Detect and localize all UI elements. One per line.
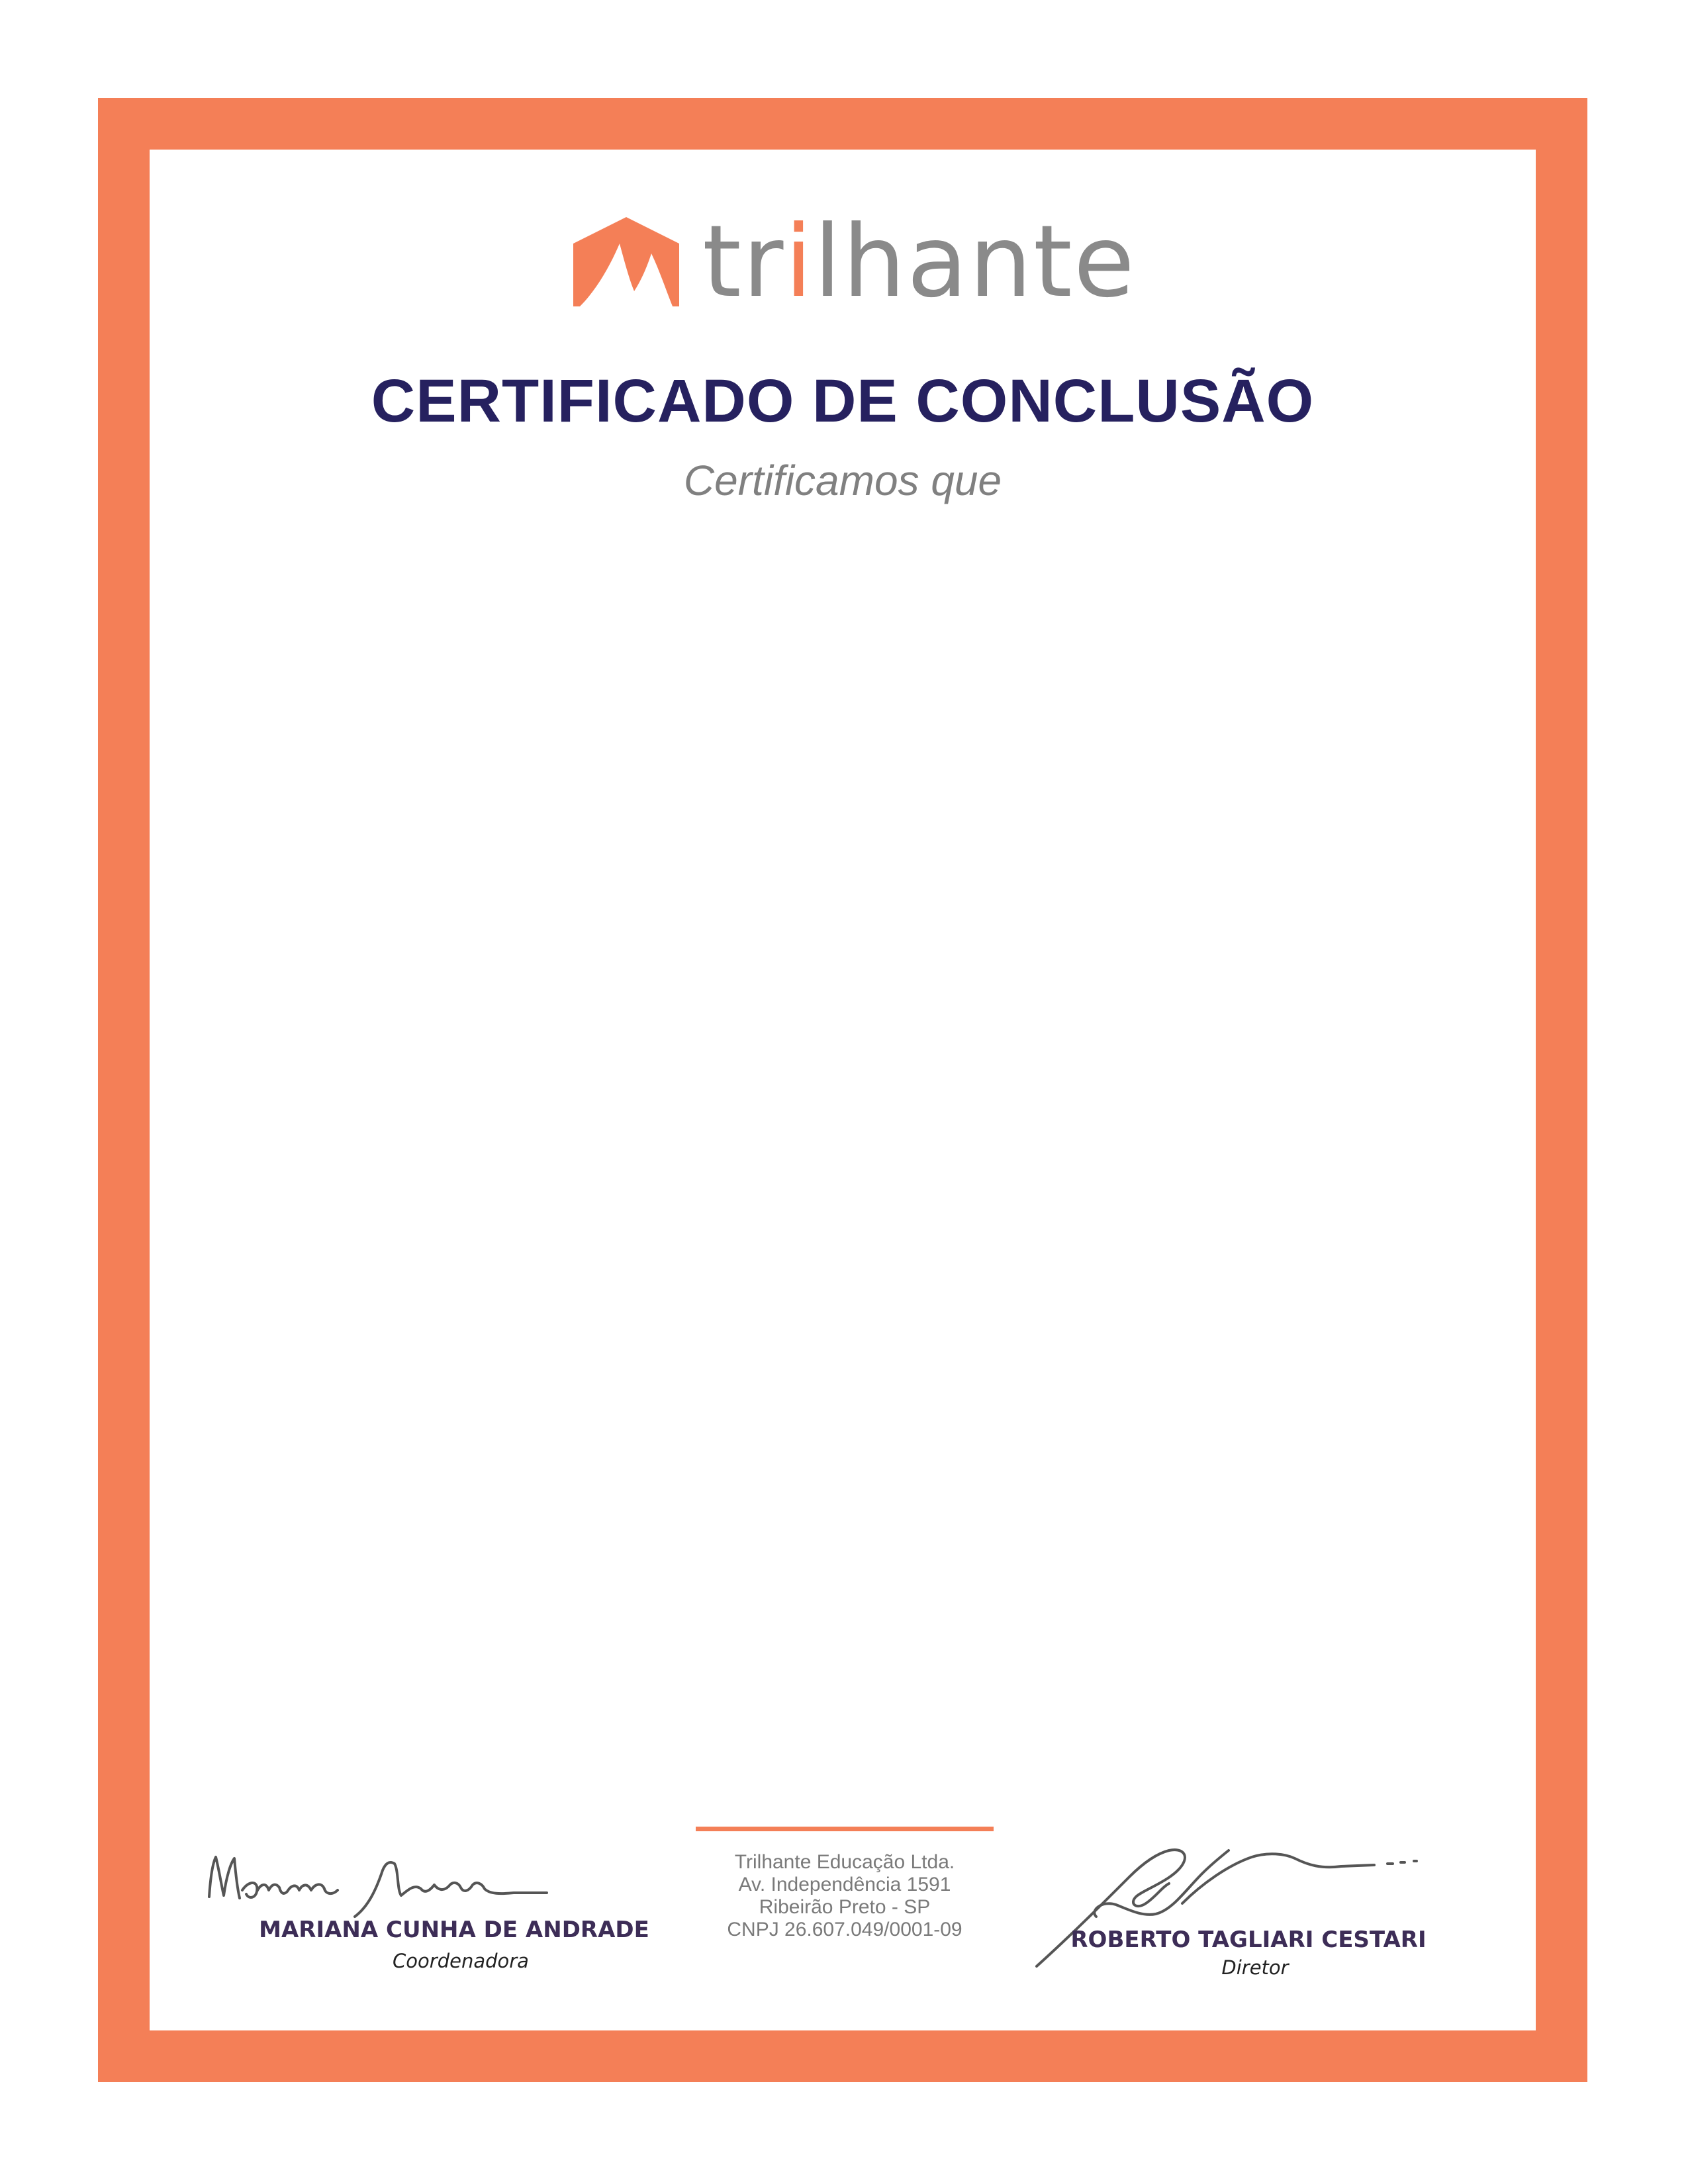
- company-city: Ribeirão Preto - SP: [759, 1896, 931, 1918]
- handwritten-signature-mariana: [203, 1844, 613, 1923]
- brand-name-accent: i: [784, 205, 814, 320]
- company-info: [696, 1827, 994, 1941]
- certificate-border: [98, 98, 1587, 2082]
- divider: [696, 1827, 994, 1831]
- certificate-subtitle: Certificamos que: [683, 457, 1002, 504]
- company-cnpj: CNPJ 26.607.049/0001-09: [727, 1919, 962, 1940]
- signatory-role: Coordenadora: [393, 1950, 529, 1972]
- certificate-title: CERTIFICADO DE CONCLUSÃO: [371, 367, 1315, 435]
- signatory-role: Diretor: [1221, 1956, 1289, 1979]
- signatory-name: MARIANA CUNHA DE ANDRADE: [259, 1917, 649, 1943]
- signatory-coordinator: [203, 1844, 666, 1976]
- certificate-sheet: [150, 150, 1536, 2030]
- signatory-director: [1030, 1817, 1440, 1979]
- brand-name-prefix: tr: [702, 205, 785, 320]
- brand-name-suffix: lhante: [814, 205, 1137, 320]
- brand-logo: [573, 205, 1137, 320]
- signatory-name: ROBERTO TAGLIARI CESTARI: [1070, 1927, 1427, 1953]
- company-name: Trilhante Educação Ltda.: [734, 1851, 955, 1873]
- brand-wordmark: [702, 205, 1137, 320]
- company-address: Av. Independência 1591: [738, 1874, 951, 1895]
- mountain-logo-icon: [573, 217, 679, 310]
